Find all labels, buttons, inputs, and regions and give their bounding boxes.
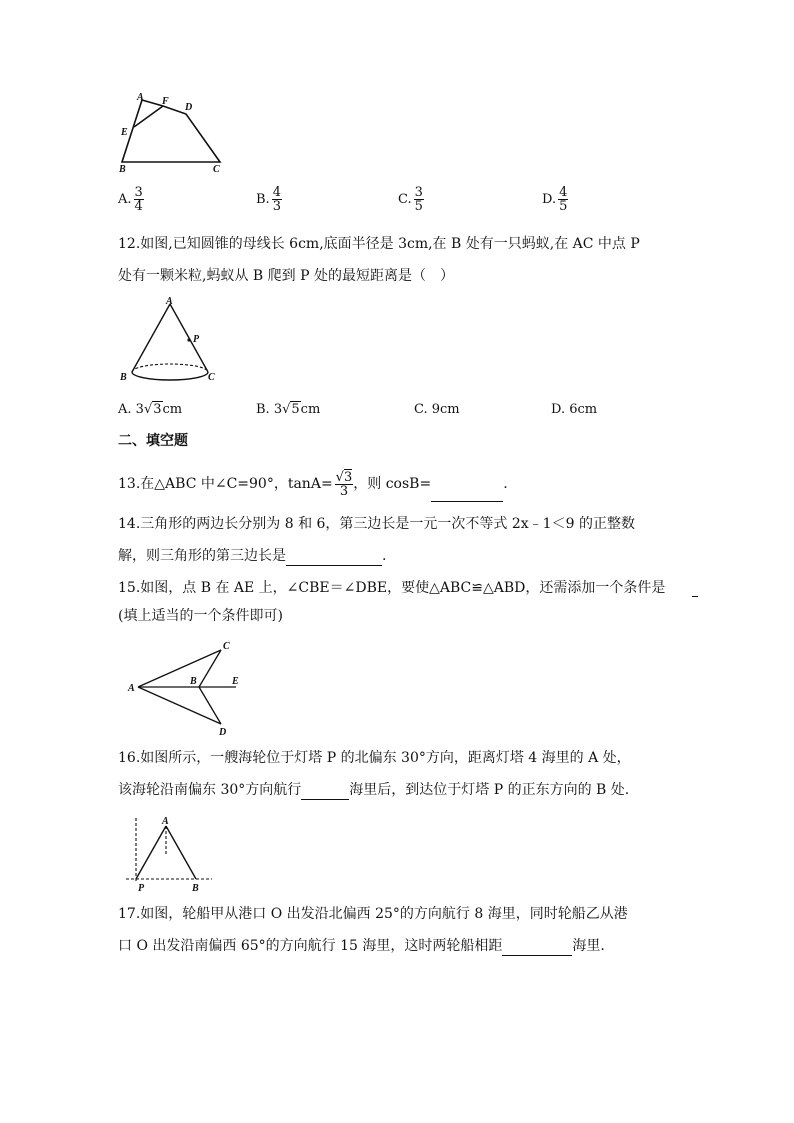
q16-label-a: A (162, 816, 169, 827)
q11-option-a-den: 4 (134, 199, 143, 214)
q16-line-2-suffix: 海里后，到达位于灯塔 P 的正东方向的 B 处. (349, 782, 630, 798)
q11-label-b: B (119, 164, 126, 174)
q16-answer-blank[interactable] (301, 783, 349, 800)
q12-line-1: 12.如图,已知圆锥的母线长 6cm,底面半径是 3cm,在 B 处有一只蚂蚁,在 AC 中点 P (118, 236, 640, 252)
q11-option-b-fraction (272, 186, 282, 213)
q12-option-a-sqrt: √3 (143, 402, 162, 417)
q13-prefix: 13.在△ABC 中∠C=90°，tanA= (118, 476, 333, 492)
q15-label-a: A (128, 683, 135, 694)
q13-frac-radicand: 3 (343, 469, 353, 485)
q12-label-b: B (120, 372, 127, 383)
q11-option-d-num: 4 (559, 185, 568, 200)
q11-option-d-label: D. (542, 192, 557, 207)
q14-line-2-suffix: . (382, 548, 387, 564)
q11-quadrilateral (122, 100, 220, 162)
q13-line (118, 466, 508, 502)
q16-line-2-prefix: 该海轮沿南偏东 30°方向航行 (118, 782, 302, 798)
q11-option-c-label: C. (398, 192, 412, 207)
q16-line-ab (166, 826, 196, 879)
q16-figure (122, 812, 222, 894)
q15-label-d: D (219, 727, 227, 738)
q14-line-2 (118, 546, 386, 566)
q11-option-a (118, 186, 144, 213)
q17-line-2-prefix: 口 O 出发沿南偏西 65°的方向航行 15 海里，这时两轮船相距 (118, 938, 503, 954)
q11-option-c-den: 5 (414, 199, 423, 214)
q11-option-c (398, 186, 424, 213)
q17-line-2-suffix: 海里. (572, 938, 605, 954)
section-heading: 二、填空题 (118, 433, 188, 449)
q15-line-ad (138, 687, 221, 724)
q15-answer-blank[interactable] (692, 596, 698, 597)
q14-line-2-prefix: 解，则三角形的第三边长是 (118, 548, 286, 564)
q12-option-b-sqrt: √5 (282, 402, 300, 417)
q12-option-a (118, 400, 182, 420)
q15-line-ac (138, 650, 221, 687)
q11-option-b-num: 4 (272, 185, 281, 200)
q11-option-b-den: 3 (272, 199, 281, 214)
q13-suffix-a: ，则 cosB= (353, 476, 432, 492)
q16-label-b: B (192, 883, 199, 894)
q12-option-b-suffix: cm (300, 402, 321, 417)
q13-fraction (335, 471, 354, 498)
q11-option-b (256, 186, 282, 213)
q11-option-b-label: B. (256, 192, 270, 207)
q12-option-a-radicand: 3 (153, 402, 162, 417)
q11-option-a-num: 3 (134, 185, 143, 200)
q12-slant-ab (132, 304, 170, 372)
q11-label-f: F (162, 96, 169, 107)
q15-line-1: 15.如图，点 B 在 AE 上，∠CBE＝∠DBE，要使△ABC≌△ABD，还需添加一个条件是 (118, 580, 666, 596)
q11-label-a: A (137, 92, 144, 103)
q12-option-d: D. 6cm (551, 402, 598, 417)
q15-label-c: C (223, 641, 230, 652)
q12-option-b-prefix: B. 3 (256, 402, 283, 417)
q14-line-1: 14.三角形的两边长分别为 8 和 6，第三边长是一元一次不等式 2x﹣1＜9 的正整数 (118, 516, 635, 532)
q12-option-a-suffix: cm (162, 402, 183, 417)
q12-base-back (132, 364, 208, 372)
q12-label-p: P (193, 334, 200, 345)
q11-option-a-fraction (134, 186, 144, 213)
q11-option-d-fraction (558, 186, 568, 213)
q12-line-2: 处有一颗米粒,蚂蚁从 B 爬到 P 处的最短距离是（ ） (118, 268, 454, 284)
q12-cone-figure (116, 296, 220, 388)
q11-option-d (542, 186, 568, 213)
q11-option-a-label: A. (118, 192, 132, 207)
q12-label-a: A (166, 296, 173, 307)
q12-point-p (187, 338, 190, 341)
q12-base-front (132, 372, 208, 380)
q12-slant-ac (170, 304, 208, 372)
q11-option-c-num: 3 (414, 185, 423, 200)
q16-line-pa (136, 826, 166, 879)
q15-label-b: B (190, 676, 197, 687)
q11-figure (112, 92, 232, 174)
q12-option-a-prefix: A. 3 (118, 402, 144, 417)
q15-line-2: (填上适当的一个条件即可) (118, 608, 283, 624)
q13-answer-blank[interactable] (431, 485, 503, 502)
q12-label-c: C (208, 372, 215, 383)
q11-label-c: C (213, 164, 220, 174)
q16-line-2 (118, 780, 629, 800)
q15-label-e: E (232, 676, 239, 687)
q13-frac-den: 3 (339, 483, 349, 499)
q11-label-e: E (121, 127, 128, 138)
q12-option-b-radicand: 5 (291, 402, 300, 417)
q16-label-p: P (138, 883, 145, 894)
q17-line-1: 17.如图，轮船甲从港口 O 出发沿北偏西 25°的方向航行 8 海里，同时轮船乙从港 (118, 906, 628, 922)
q11-label-d: D (185, 102, 193, 113)
q13-suffix-b: . (503, 476, 508, 492)
q11-option-d-den: 5 (559, 199, 568, 214)
q16-line-1: 16.如图所示，一艘海轮位于灯塔 P 的北偏东 30°方向，距离灯塔 4 海里的 A 处， (118, 750, 631, 766)
q17-answer-blank[interactable] (502, 939, 572, 956)
q13-frac-num: √3 (335, 469, 353, 485)
q12-option-c: C. 9cm (414, 402, 460, 417)
q15-figure (124, 638, 254, 740)
q12-option-b (256, 400, 320, 420)
q17-line-2 (118, 936, 605, 956)
q14-answer-blank[interactable] (286, 549, 382, 566)
q11-option-c-fraction (414, 186, 424, 213)
